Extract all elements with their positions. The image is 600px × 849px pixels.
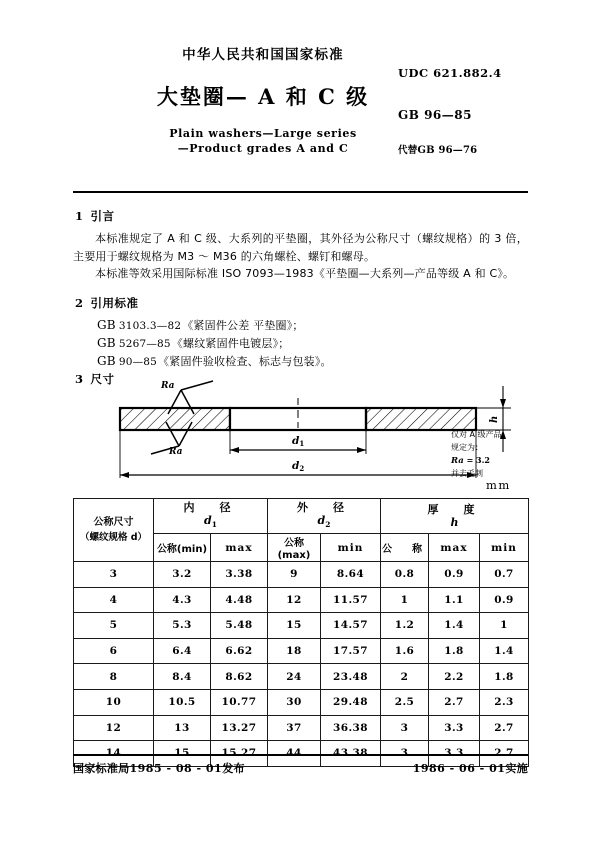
cell-h-min: 2.3: [480, 689, 529, 715]
note-line-4: 并去毛刺: [451, 469, 483, 478]
cell-h-min: 2.7: [480, 715, 529, 741]
cell-nominal-size: 5: [74, 613, 154, 639]
dimension-d2: [120, 472, 476, 478]
col-group-outer-diameter: [268, 499, 381, 534]
cell-d1-max: 5.48: [211, 613, 268, 639]
cell-h-min: 1: [480, 613, 529, 639]
cell-d1-nominal-min: 3.2: [154, 562, 211, 588]
thickness-label: 厚 度: [427, 503, 482, 516]
section-1-title: 引言: [90, 209, 115, 223]
ra-label-bottom: Ra: [169, 447, 183, 457]
cell-h-min: 1.4: [480, 638, 529, 664]
cell-d2-min: 8.64: [321, 562, 381, 588]
footer-divider-rule: [73, 754, 528, 756]
cell-h-max: 2.2: [429, 664, 480, 690]
cell-d2-nominal-max: 12: [268, 587, 321, 613]
washer-body-right: [366, 408, 476, 430]
cell-d2-nominal-max: 18: [268, 638, 321, 664]
washer-drawing-svg: [73, 378, 528, 490]
table-body: [74, 562, 529, 767]
cell-d1-max: 13.27: [211, 715, 268, 741]
cell-d1-nominal-min: 8.4: [154, 664, 211, 690]
section-3-title: 尺寸: [90, 372, 115, 386]
reference-item: [97, 335, 290, 353]
cell-d2-nominal-max: 15: [268, 613, 321, 639]
cell-h-nominal: 2.5: [381, 689, 429, 715]
dimension-h: [500, 386, 506, 452]
section-1-heading: [75, 208, 115, 224]
subheader-text: max: [225, 541, 253, 554]
table-row: [74, 638, 529, 664]
document-title-cn: 大垫圈— A 和 C 级: [156, 84, 370, 109]
masthead-center: [113, 46, 413, 156]
reference-title: 《紧固件验收检查、标志与包装》。: [158, 355, 332, 368]
cell-h-nominal: 0.8: [381, 562, 429, 588]
issue-suffix: 发布: [222, 762, 245, 775]
thickness-symbol: h: [450, 516, 459, 529]
outer-diameter-symbol: $d_2$: [317, 513, 331, 530]
document-title-en-line1: Plain washers—Large series: [169, 127, 357, 140]
table-head: [74, 499, 529, 562]
subcol-d1-nominal-min: [154, 534, 211, 562]
document-title-en: [113, 126, 413, 156]
reference-item: [97, 353, 332, 371]
reference-prefix: GB: [97, 318, 116, 332]
section-2-number: 2: [75, 296, 84, 310]
cell-nominal-size: 6: [74, 638, 154, 664]
reference-item: [97, 317, 304, 335]
cell-h-min: 0.9: [480, 587, 529, 613]
cell-h-nominal: 1.2: [381, 613, 429, 639]
reference-number: 5267—85: [118, 338, 171, 350]
table-header-row-groups: [74, 499, 529, 534]
section-2-title: 引用标准: [90, 296, 139, 310]
cell-h-nominal: 1.6: [381, 638, 429, 664]
table-row: [74, 664, 529, 690]
document-title-en-line2: —Product grades A and C: [177, 142, 349, 155]
effective-date: 1986 - 06 - 01: [412, 762, 506, 775]
cell-h-max: 0.9: [429, 562, 480, 588]
cell-d1-max: 10.77: [211, 689, 268, 715]
section-1-paragraph-2: 本标准等效采用国际标准 ISO 7093—1983《平垫圈—大系列—产品等级 A 和 C》。: [95, 267, 515, 280]
footer-issue-info: [73, 760, 245, 776]
subcol-h-nominal: [381, 534, 429, 562]
cell-d1-nominal-min: 10.5: [154, 689, 211, 715]
dimension-d1: [230, 447, 366, 453]
washer-body-left: [120, 408, 230, 430]
reference-title: 《紧固件公差 平垫圈》；: [182, 319, 304, 332]
cell-d1-max: 3.38: [211, 562, 268, 588]
replaces-label: 代替: [398, 145, 418, 156]
cell-d2-nominal-max: 37: [268, 715, 321, 741]
cell-d1-nominal-min: 6.4: [154, 638, 211, 664]
subcol-d1-max: [211, 534, 268, 562]
cell-h-max: 1.8: [429, 638, 480, 664]
standard-number: GB 96—85: [398, 108, 472, 122]
cell-d2-min: 29.48: [321, 689, 381, 715]
reference-title: 《螺纹紧固件电镀层》；: [171, 337, 290, 350]
subheader-text: max: [440, 541, 468, 554]
nominal-size-line1: 公称尺寸: [93, 517, 134, 528]
inner-diameter-symbol: $d_1$: [204, 513, 217, 530]
table-row: [74, 715, 529, 741]
footer-effective-info: [413, 760, 528, 776]
cell-d2-min: 11.57: [321, 587, 381, 613]
cell-nominal-size: 12: [74, 715, 154, 741]
section-2-heading: [75, 295, 139, 311]
section-1-paragraph-1: 本标准规定了 A 和 C 级、大系列的平垫圈，其外径为公称尺寸（螺纹规格）的 3 倍，主要用于螺纹规格为 M3 ～ M36 的六角螺栓、螺钉和螺母。: [73, 232, 528, 263]
cell-nominal-size: 10: [74, 689, 154, 715]
cell-d2-nominal-max: 24: [268, 664, 321, 690]
nominal-size-line2: （螺纹规格 d）: [79, 532, 148, 543]
cell-nominal-size: 8: [74, 664, 154, 690]
cell-d2-min: 14.57: [321, 613, 381, 639]
section-3-number: 3: [75, 372, 84, 386]
cell-d1-max: 6.62: [211, 638, 268, 664]
reference-number: 3103.3—82: [118, 320, 182, 332]
cell-h-max: 1.1: [429, 587, 480, 613]
unit-label: mm: [486, 478, 511, 492]
note-line-3: Ra = 3.2: [451, 455, 490, 466]
d2-label: d2: [292, 460, 305, 473]
cell-h-max: 3.3: [429, 715, 480, 741]
table-row: [74, 562, 529, 588]
cell-nominal-size: 3: [74, 562, 154, 588]
d1-label: d1: [292, 435, 305, 448]
issue-date: 1985 - 08 - 01: [129, 762, 223, 775]
replaces-number: GB 96—76: [417, 145, 478, 156]
col-group-thickness: [381, 499, 529, 534]
washer-cross-section-drawing: [73, 378, 528, 490]
cell-d1-max: 4.48: [211, 587, 268, 613]
cell-h-max: 1.4: [429, 613, 480, 639]
subheader-text: 公称(min): [156, 544, 208, 555]
note-line-2: 规定为：: [451, 443, 483, 452]
cell-h-nominal: 3: [381, 715, 429, 741]
cell-h-min: 1.8: [480, 664, 529, 690]
national-standard-label: 中华人民共和国国家标准: [182, 47, 344, 63]
cell-h-nominal: 2: [381, 664, 429, 690]
udc-code: UDC 621.882.4: [398, 66, 502, 80]
cell-h-nominal: 1: [381, 587, 429, 613]
subheader-text: 公 称: [382, 544, 427, 555]
table-row: [74, 689, 529, 715]
subheader-text: min: [337, 541, 364, 554]
col-header-nominal-size: [74, 499, 154, 562]
cell-d1-max: 8.62: [211, 664, 268, 690]
cell-h-max: 2.7: [429, 689, 480, 715]
masthead: [73, 46, 528, 186]
header-divider-rule: [73, 191, 528, 193]
cell-d2-min: 23.48: [321, 664, 381, 690]
subcol-h-min: [480, 534, 529, 562]
ra-label-top: Ra: [161, 381, 175, 391]
cell-d2-nominal-max: 30: [268, 689, 321, 715]
subcol-h-max: [429, 534, 480, 562]
h-label: h: [489, 415, 500, 423]
outer-diameter-label: 外 径: [297, 500, 351, 514]
cell-d2-min: 36.38: [321, 715, 381, 741]
reference-number: 90—85: [118, 356, 158, 368]
cell-d1-nominal-min: 5.3: [154, 613, 211, 639]
subcol-d2-nominal-max: [268, 534, 321, 562]
cell-h-min: 0.7: [480, 562, 529, 588]
dimensions-table-container: [73, 498, 528, 767]
table-row: [74, 613, 529, 639]
subheader-text: 公称(max): [277, 538, 311, 561]
issuing-authority: 国家标准局: [73, 762, 130, 775]
col-group-inner-diameter: [154, 499, 268, 534]
effective-suffix: 实施: [505, 762, 528, 775]
replaces-note: [398, 142, 477, 156]
inner-diameter-label: 内 径: [183, 500, 238, 514]
note-line-1: 仅对 A 级产品: [451, 430, 502, 439]
table-row: [74, 587, 529, 613]
cell-d1-nominal-min: 4.3: [154, 587, 211, 613]
dimensions-table: [73, 498, 529, 767]
section-1-number: 1: [75, 209, 84, 223]
reference-prefix: GB: [97, 336, 116, 350]
cell-d2-min: 17.57: [321, 638, 381, 664]
subcol-d2-min: [321, 534, 381, 562]
cell-d2-nominal-max: 9: [268, 562, 321, 588]
subheader-text: min: [491, 541, 517, 554]
reference-prefix: GB: [97, 354, 116, 368]
cell-nominal-size: 4: [74, 587, 154, 613]
cell-d1-nominal-min: 13: [154, 715, 211, 741]
